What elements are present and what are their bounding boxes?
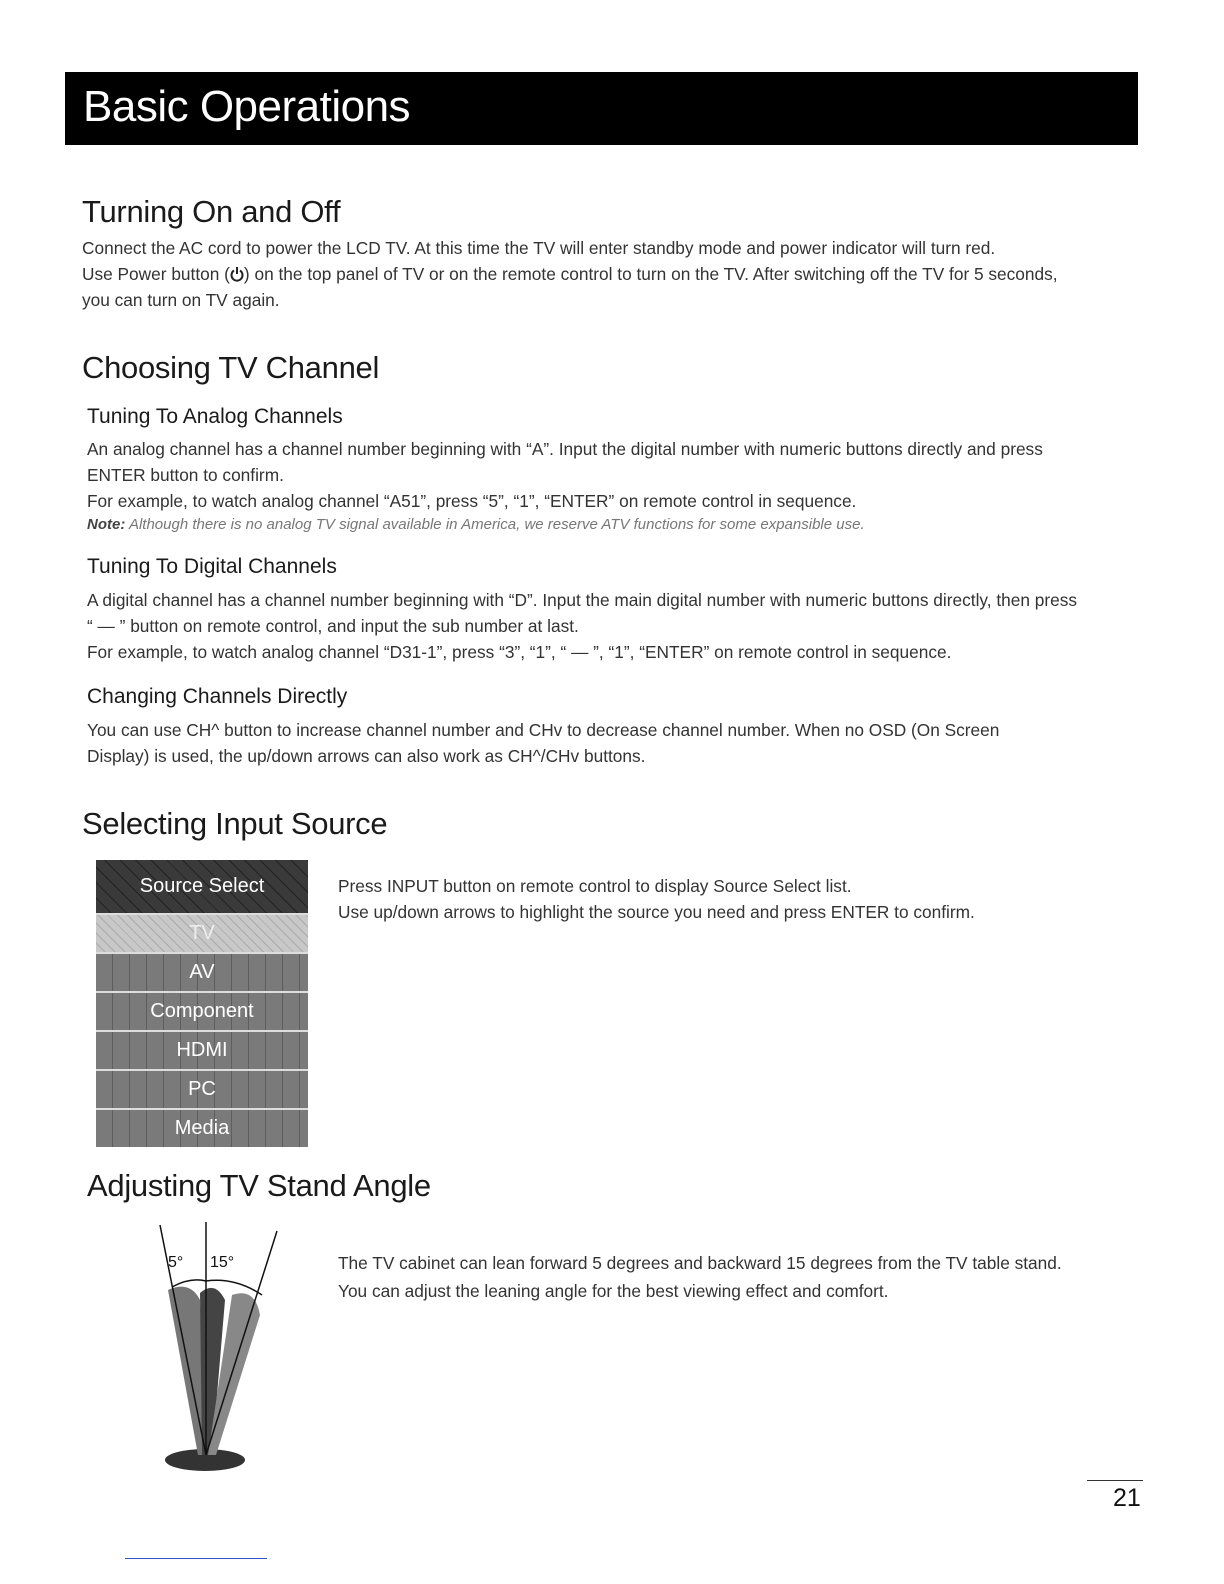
header-banner <box>65 72 1138 145</box>
input-text <box>338 873 975 925</box>
bottom-rule <box>125 1558 267 1559</box>
source-item-component: Component <box>96 993 308 1032</box>
source-item-tv: TV <box>96 915 308 954</box>
digital-line: A digital channel has a channel number beginning with “D”. Input the main digital number with numeric buttons directly, then press <box>87 590 1078 610</box>
subsection-direct: Changing Channels Directly <box>87 685 348 708</box>
analog-line: For example, to watch analog channel “A51”, press “5”, “1”, “ENTER” on remote control in sequence. <box>87 491 857 511</box>
source-item-pc: PC <box>96 1071 308 1110</box>
note-label: Note: <box>87 516 126 533</box>
footer-rule <box>1087 1480 1143 1481</box>
power-icon <box>230 266 244 282</box>
stand-line: You can adjust the leaning angle for the best viewing effect and comfort. <box>338 1281 889 1301</box>
section-title-channel: Choosing TV Channel <box>82 350 380 385</box>
section-title-stand: Adjusting TV Stand Angle <box>87 1168 431 1203</box>
direct-line: Display) is used, the up/down arrows can also work as CH^/CHv buttons. <box>87 746 646 766</box>
page-title: Basic Operations <box>83 82 411 131</box>
direct-line: You can use CH^ button to increase channel number and CHv to decrease channel number. When no OSD (On Screen <box>87 720 1000 740</box>
input-line: Use up/down arrows to highlight the source you need and press ENTER to confirm. <box>338 902 975 922</box>
note-text: Although there is no analog TV signal available in America, we reserve ATV functions for some expansible use. <box>125 516 865 533</box>
source-item-av: AV <box>96 954 308 993</box>
source-select-title: Source Select <box>96 860 308 915</box>
source-item-hdmi: HDMI <box>96 1032 308 1071</box>
analog-line: An analog channel has a channel number beginning with “A”. Input the digital number with numeric buttons directly and press <box>87 439 1043 459</box>
turning-line-3: you can turn on TV again. <box>82 290 280 310</box>
forward-angle-label: 5° <box>168 1254 184 1271</box>
turning-line-2a: Use Power button ( <box>82 264 230 284</box>
digital-text <box>87 587 1077 665</box>
section-title-input: Selecting Input Source <box>82 806 388 841</box>
analog-text <box>87 436 1043 514</box>
digital-line: For example, to watch analog channel “D31-1”, press “3”, “1”, “ — ”, “1”, “ENTER” on remote control in sequence. <box>87 642 952 662</box>
stand-line: The TV cabinet can lean forward 5 degrees and backward 15 degrees from the TV table stand. <box>338 1253 1062 1273</box>
turning-line-2b: ) on the top panel of TV or on the remote control to turn on the TV. After switching off the TV for 5 seconds, <box>243 264 1058 284</box>
stand-text <box>338 1249 1062 1305</box>
turning-line-2 <box>82 261 1058 287</box>
input-line: Press INPUT button on remote control to display Source Select list. <box>338 876 852 896</box>
subsection-digital: Tuning To Digital Channels <box>87 555 337 578</box>
analog-line: ENTER button to confirm. <box>87 465 284 485</box>
source-item-media: Media <box>96 1110 308 1147</box>
digital-line: “ — ” button on remote control, and input the sub number at last. <box>87 616 579 636</box>
source-select-menu <box>96 860 308 1147</box>
direct-text <box>87 717 999 769</box>
stand-angle-diagram <box>140 1215 290 1480</box>
backward-angle-label: 15° <box>210 1254 235 1271</box>
page-number: 21 <box>1113 1484 1141 1512</box>
subsection-analog: Tuning To Analog Channels <box>87 405 343 428</box>
section-title-turning: Turning On and Off <box>82 194 341 229</box>
analog-note <box>87 516 865 533</box>
turning-text <box>82 235 1058 313</box>
turning-line-1: Connect the AC cord to power the LCD TV. At this time the TV will enter standby mode and power indicator will turn red. <box>82 238 996 258</box>
